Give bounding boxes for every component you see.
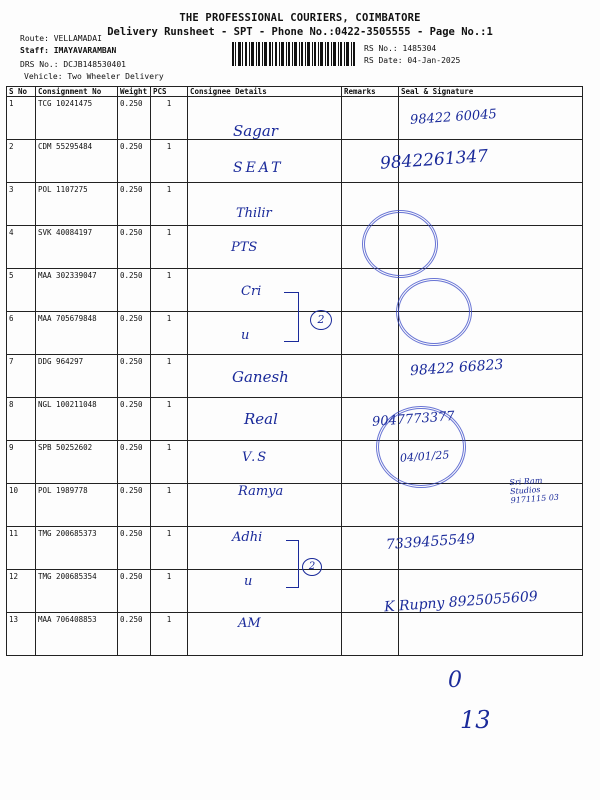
- remarks-cell: [342, 97, 399, 140]
- handwritten-consignee: PTS: [231, 240, 258, 255]
- staff-label: Staff: IMAYAVARAMBAN: [20, 46, 117, 55]
- consignment-number-cell: MAA 706408853: [36, 613, 118, 656]
- handwritten-bracket: [286, 540, 299, 588]
- remarks-cell: [342, 312, 399, 355]
- column-header: Remarks: [342, 87, 399, 97]
- table-row: [7, 441, 583, 484]
- consignment-number-cell: MAA 302339047: [36, 269, 118, 312]
- circled-mark: 2: [302, 558, 322, 576]
- handwritten-consignee: Thilir: [236, 206, 272, 221]
- consignment-number-cell: TMG 200685373: [36, 527, 118, 570]
- table-row: [7, 398, 583, 441]
- column-header: S No: [7, 87, 36, 97]
- serial-number-cell: 9: [7, 441, 36, 484]
- table-row: [7, 613, 583, 656]
- consignee-details-cell: [188, 613, 342, 656]
- signature-phone: 9047773377: [371, 409, 456, 430]
- route-label: Route: VELLAMADAI: [20, 34, 102, 43]
- consignment-number-cell: NGL 100211048: [36, 398, 118, 441]
- pieces-cell: 1: [151, 140, 188, 183]
- serial-number-cell: 13: [7, 613, 36, 656]
- table-header-row: [7, 87, 583, 97]
- handwritten-consignee: Cri: [241, 284, 262, 299]
- handwritten-bracket: [284, 292, 299, 342]
- serial-number-cell: 11: [7, 527, 36, 570]
- weight-cell: 0.250: [118, 613, 151, 656]
- consignee-details-cell: [188, 570, 342, 613]
- remarks-cell: [342, 484, 399, 527]
- document-subtitle: Delivery Runsheet - SPT - Phone No.:0422-3505555 - Page No.:1: [107, 26, 493, 38]
- column-header: Consignee Details: [188, 87, 342, 97]
- consignment-number-cell: MAA 705679848: [36, 312, 118, 355]
- weight-cell: 0.250: [118, 441, 151, 484]
- handwritten-consignee: SEAT: [233, 160, 284, 176]
- serial-number-cell: 7: [7, 355, 36, 398]
- table-row: [7, 484, 583, 527]
- consignee-details-cell: [188, 269, 342, 312]
- signature-phone: 7339455549: [385, 530, 476, 554]
- handwritten-consignee: u: [241, 328, 250, 343]
- serial-number-cell: 6: [7, 312, 36, 355]
- column-header: Consignment No: [36, 87, 118, 97]
- signature-phone: 98422 66823: [409, 356, 504, 380]
- drs-number: DRS No.: DCJB148530401: [20, 60, 126, 69]
- weight-cell: 0.250: [118, 269, 151, 312]
- signature-phone: 98422 60045: [409, 106, 498, 129]
- weight-cell: 0.250: [118, 226, 151, 269]
- consignment-number-cell: SVK 40084197: [36, 226, 118, 269]
- weight-cell: 0.250: [118, 140, 151, 183]
- serial-number-cell: 3: [7, 183, 36, 226]
- pieces-cell: 1: [151, 269, 188, 312]
- consignment-number-cell: TMG 200685354: [36, 570, 118, 613]
- signature-phone: K Rupny 8925055609: [383, 588, 539, 616]
- pieces-cell: 1: [151, 570, 188, 613]
- consignment-number-cell: POL 1989778: [36, 484, 118, 527]
- seal-signature-cell: [399, 613, 583, 656]
- pieces-cell: 1: [151, 312, 188, 355]
- consignment-number-cell: CDM 55295484: [36, 140, 118, 183]
- table-row: [7, 226, 583, 269]
- circled-mark: 2: [310, 310, 332, 330]
- column-header: PCS: [151, 87, 188, 97]
- table-row: [7, 140, 583, 183]
- handwritten-consignee: Sagar: [233, 122, 278, 140]
- pieces-cell: 1: [151, 183, 188, 226]
- weight-cell: 0.250: [118, 312, 151, 355]
- consignment-number-cell: TCG 10241475: [36, 97, 118, 140]
- rs-date: RS Date: 04-Jan-2025: [364, 56, 461, 65]
- consignee-details-cell: [188, 226, 342, 269]
- serial-number-cell: 2: [7, 140, 36, 183]
- serial-number-cell: 10: [7, 484, 36, 527]
- handwritten-mark: 13: [460, 706, 491, 734]
- vehicle-label: Vehicle: Two Wheeler Delivery: [24, 72, 164, 81]
- document-title: THE PROFESSIONAL COURIERS, COIMBATORE: [179, 12, 421, 24]
- pieces-cell: 1: [151, 613, 188, 656]
- weight-cell: 0.250: [118, 398, 151, 441]
- pieces-cell: 1: [151, 484, 188, 527]
- weight-cell: 0.250: [118, 97, 151, 140]
- handwritten-consignee: u: [244, 574, 253, 589]
- serial-number-cell: 5: [7, 269, 36, 312]
- column-header: Seal & Signature: [399, 87, 583, 97]
- handwritten-mark: 0: [448, 668, 462, 693]
- barcode: [232, 42, 356, 66]
- weight-cell: 0.250: [118, 355, 151, 398]
- pieces-cell: 1: [151, 355, 188, 398]
- signature-note: Sri Ram Studios 9171115 03: [509, 475, 560, 506]
- consignment-number-cell: DDG 964297: [36, 355, 118, 398]
- serial-number-cell: 12: [7, 570, 36, 613]
- serial-number-cell: 4: [7, 226, 36, 269]
- handwritten-consignee: Real: [244, 410, 278, 428]
- handwritten-consignee: AM: [238, 616, 261, 631]
- remarks-cell: [342, 613, 399, 656]
- weight-cell: 0.250: [118, 183, 151, 226]
- company-seal-stamp: [362, 210, 438, 278]
- remarks-cell: [342, 355, 399, 398]
- pieces-cell: 1: [151, 97, 188, 140]
- consignment-number-cell: SPB 50252602: [36, 441, 118, 484]
- handwritten-consignee: Ramya: [238, 484, 284, 499]
- serial-number-cell: 1: [7, 97, 36, 140]
- pieces-cell: 1: [151, 226, 188, 269]
- signature-date: 04/01/25: [399, 448, 450, 465]
- weight-cell: 0.250: [118, 527, 151, 570]
- signature-phone: 9842261347: [379, 146, 489, 174]
- consignment-number-cell: POL 1107275: [36, 183, 118, 226]
- company-seal-stamp: [396, 278, 472, 346]
- handwritten-consignee: Ganesh: [232, 368, 289, 386]
- weight-cell: 0.250: [118, 484, 151, 527]
- pieces-cell: 1: [151, 441, 188, 484]
- weight-cell: 0.250: [118, 570, 151, 613]
- column-header: Weight: [118, 87, 151, 97]
- pieces-cell: 1: [151, 527, 188, 570]
- table-row: [7, 183, 583, 226]
- rs-number: RS No.: 1485304: [364, 44, 437, 53]
- barcode-graphic: [232, 42, 356, 66]
- handwritten-consignee: Adhi: [232, 530, 263, 545]
- pieces-cell: 1: [151, 398, 188, 441]
- serial-number-cell: 8: [7, 398, 36, 441]
- handwritten-consignee: V.S: [242, 450, 269, 465]
